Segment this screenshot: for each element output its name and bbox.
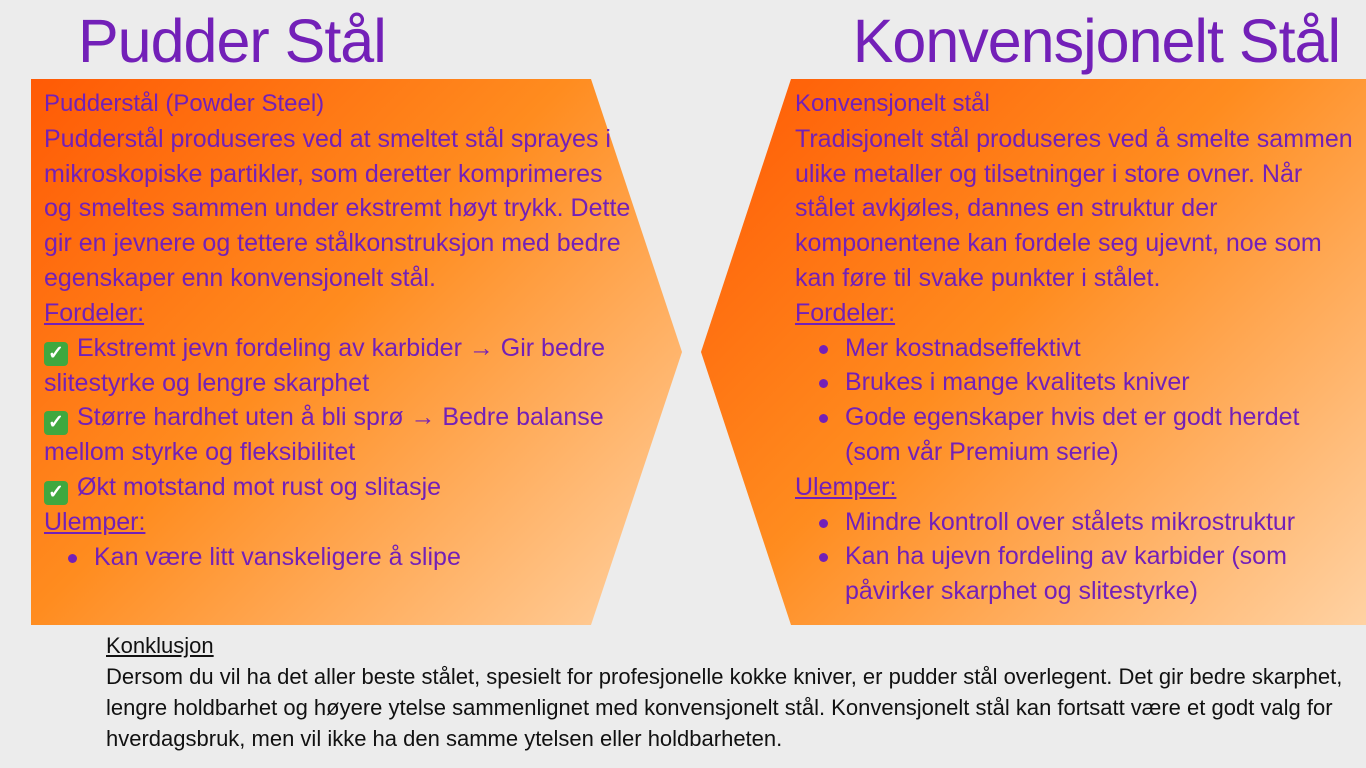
- conventional-disadvantages-label: Ulemper:: [795, 472, 897, 501]
- conclusion-text: Dersom du vil ha det aller beste stålet, spesielt for profesjonelle kokke kniver, er pudder stål overlegent. Det gir bedre skarphet, lengre holdbarhet og høyere ytelse sammenlignet med konvensjonelt stål. Konvensjonelt stål kan fortsatt være et godt valg for hverdagsbruk, men vil ikke ha den samme ytelsen eller holdbarheten.: [106, 664, 1343, 751]
- conventional-steel-content: [795, 87, 1360, 609]
- powder-disadvantages-list: [44, 540, 634, 575]
- powder-advantage-text: Ekstremt jevn fordeling av karbider → Gir bedre slitestyrke og lengre skarphet: [44, 333, 605, 397]
- powder-steel-description: Pudderstål produseres ved at smeltet stål sprayes i mikroskopiske partikler, som deretter komprimeres og smeltes sammen under ekstremt høyt trykk. Dette gir en jevnere og tettere stålkonstruksjon med bedre egenskaper enn konvensjonelt stål.: [44, 124, 631, 292]
- conventional-advantages-list: [795, 331, 1360, 470]
- conventional-advantages-label: Fordeler:: [795, 298, 896, 327]
- conventional-advantage-item: Mer kostnadseffektivt: [795, 331, 1360, 366]
- powder-disadvantage-item: Kan være litt vanskeligere å slipe: [44, 540, 634, 575]
- check-mark-icon: ✓: [44, 481, 68, 505]
- powder-steel-content: [44, 87, 634, 575]
- conclusion-heading: Konklusjon: [106, 633, 214, 658]
- conventional-disadvantage-item: Mindre kontroll over stålets mikrostruktur: [795, 505, 1360, 540]
- powder-steel-heading: Pudderstål (Powder Steel): [44, 90, 325, 117]
- check-mark-icon: ✓: [44, 411, 68, 435]
- powder-advantage-item: [44, 400, 634, 470]
- conventional-advantage-item: Brukes i mange kvalitets kniver: [795, 365, 1360, 400]
- conclusion-section: [106, 630, 1356, 754]
- powder-advantage-text: Større hardhet uten å bli sprø → Bedre balanse mellom styrke og fleksibilitet: [44, 403, 604, 467]
- powder-advantage-item: [44, 331, 634, 401]
- conventional-advantage-item: Gode egenskaper hvis det er godt herdet (som vår Premium serie): [795, 400, 1360, 470]
- conventional-steel-description: Tradisjonelt stål produseres ved å smelte sammen ulike metaller og tilsetninger i store ovner. Når stålet avkjøles, dannes en struktur der komponentene kan fordele seg ujevnt, noe som kan føre til svake punkter i stålet.: [795, 124, 1353, 292]
- conventional-disadvantages-list: [795, 505, 1360, 609]
- powder-advantage-text: Økt motstand mot rust og slitasje: [77, 473, 442, 502]
- powder-advantage-item: [44, 470, 634, 505]
- conventional-disadvantage-item: Kan ha ujevn fordeling av karbider (som påvirker skarphet og slitestyrke): [795, 539, 1360, 609]
- title-powder-steel: Pudder Stål: [78, 7, 386, 75]
- title-conventional-steel: Konvensjonelt Stål: [852, 7, 1340, 75]
- powder-disadvantages-label: Ulemper:: [44, 508, 146, 537]
- check-mark-icon: ✓: [44, 342, 68, 366]
- conventional-steel-heading: Konvensjonelt stål: [795, 90, 990, 117]
- powder-advantages-label: Fordeler:: [44, 298, 145, 327]
